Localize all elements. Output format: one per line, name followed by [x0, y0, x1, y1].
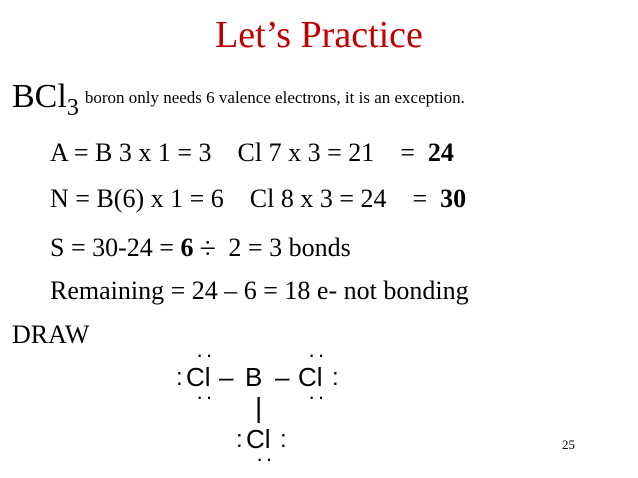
bond-right: – [275, 362, 290, 392]
available-electrons-text: A = B 3 x 1 = 3 Cl 7 x 3 = 21 = [50, 138, 428, 167]
formula-main: BCl [12, 78, 67, 115]
lone-pair-bottom-cl-left: : [236, 426, 243, 453]
remaining-electrons-line: Remaining = 24 – 6 = 18 e- not bonding [50, 276, 469, 305]
bond-vertical: | [255, 392, 263, 423]
shared-electrons-value: 6 [180, 233, 194, 262]
lone-pair-right-cl-top: ·· [308, 342, 327, 367]
lone-pair-bottom-cl-right: : [280, 426, 287, 453]
chlorine-left: Cl [186, 362, 211, 392]
available-electrons-line [50, 140, 454, 166]
chlorine-right: Cl [298, 362, 323, 392]
draw-label: DRAW [12, 320, 90, 349]
needed-electrons-line [50, 186, 466, 212]
shared-electrons-line [50, 232, 351, 265]
chlorine-bottom: Cl [246, 424, 271, 454]
lone-pair-left-cl-top: ·· [196, 342, 215, 367]
needed-electrons-value: 30 [440, 184, 467, 213]
formula-subscript: 3 [66, 95, 79, 121]
bond-left: – [219, 362, 234, 392]
molecule-formula [12, 80, 465, 120]
exception-note: boron only needs 6 valence electrons, it is an exception. [84, 88, 465, 107]
lone-pair-right-cl-bottom: ·· [308, 384, 327, 409]
lone-pair-bottom-cl-bottom: ·· [256, 446, 275, 471]
lone-pair-left-cl-bottom: ·· [196, 384, 215, 409]
bond-count-text: 2 = 3 bonds [221, 233, 351, 262]
boron: B [245, 362, 263, 392]
slide-title: Let’s Practice [215, 14, 423, 56]
divide-icon: ÷ [199, 232, 216, 265]
page-number: 25 [562, 437, 575, 452]
lone-pair-right-cl-side: : [332, 364, 339, 391]
lone-pair-left-cl-side: : [176, 364, 183, 391]
shared-electrons-text: S = 30-24 = [50, 233, 181, 262]
needed-electrons-text: N = B(6) x 1 = 6 Cl 8 x 3 = 24 = [50, 184, 441, 213]
available-electrons-value: 24 [427, 138, 454, 167]
